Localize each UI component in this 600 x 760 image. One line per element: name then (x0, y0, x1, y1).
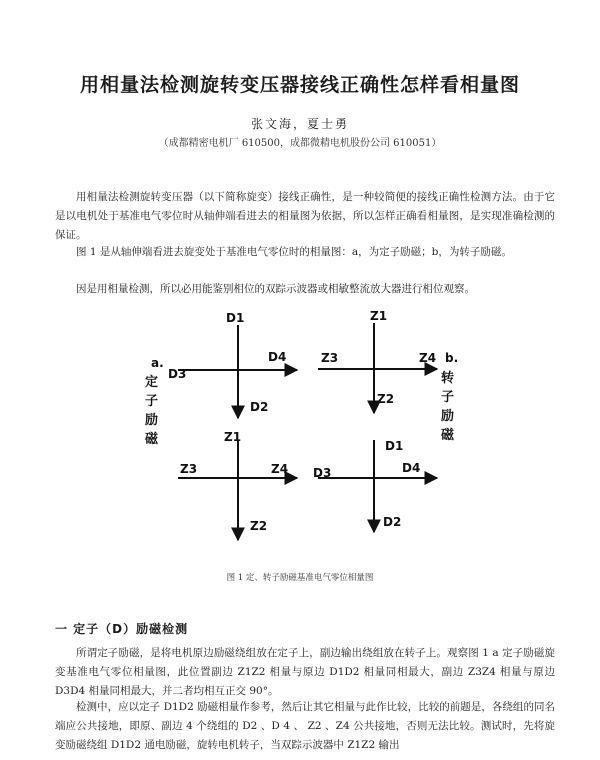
z4-label: Z4 (419, 351, 437, 365)
rotor-output-phasor-diagram (313, 439, 437, 532)
label-b-char: 励 (441, 409, 455, 424)
label-a-char: 磁 (145, 432, 159, 447)
label-b-rotor-excitation (441, 351, 458, 443)
d4-label: D4 (268, 350, 287, 364)
section-paragraph: 检测中，应以定子 D1D2 励磁相量作参考，然后让其它相量与此作比较，比较的前题是，各绕组的同名端应公共接地，即原、副边 4 个绕组的 D2 、D 4 、 Z2 、Z4 公共接地，否则无法比较。测试时，先将旋变励磁绕组 D1D2 通电励磁，旋转电机转子，当双踪示波器中 Z1Z2 输出 (55, 701, 555, 751)
figure-description-paragraph: 图 1 是从轴伸端看进去旋变处于基准电气零位时的相量图：a，为定子励磁；b，为转子励磁。 (76, 246, 512, 258)
d4-output-label: D4 (402, 461, 421, 475)
label-b-letter: b. (445, 351, 459, 365)
label-b-char: 转 (441, 371, 455, 386)
z4-output-label: Z4 (271, 462, 289, 476)
section-heading: 一 定子（D）励磁检测 (55, 622, 189, 636)
stator-output-phasor-diagram (178, 430, 297, 540)
d3-label: D3 (168, 367, 187, 381)
z1-label: Z1 (370, 309, 388, 323)
paper-title: 用相量法检测旋转变压器接线正确性怎样看相量图 (79, 74, 520, 96)
d1-output-label: D1 (385, 439, 404, 453)
z3-output-label: Z3 (180, 462, 198, 476)
rotor-phasor-diagram-b (318, 309, 437, 413)
intro-paragraph: 用相量法检测旋转变压器（以下简称旋变）接线正确性，是一种较简便的接线正确性检测方法。由于它是以电机处于基准电气零位时从轴伸端看进去的相量图为依据，所以怎样正确看相量图，是实现准确检测的保证。 (55, 191, 555, 241)
d2-output-label: D2 (383, 515, 402, 529)
instrument-paragraph: 因是用相量检测，所以必用能鉴别相位的双踪示波器或相敏整流放大器进行相位观察。 (76, 283, 475, 295)
z1-output-label: Z1 (224, 430, 242, 444)
label-a-char: 励 (145, 413, 159, 428)
d2-label: D2 (250, 400, 269, 414)
figure-caption: 图 1 定、转子励磁基准电气零位相量图 (226, 573, 374, 583)
label-b-char: 磁 (441, 428, 455, 443)
z3-label: Z3 (321, 351, 339, 365)
label-a-stator-excitation (145, 356, 164, 447)
d1-label: D1 (226, 311, 245, 325)
label-a-letter: a. (151, 356, 164, 370)
z2-output-label: Z2 (250, 519, 268, 533)
label-a-char: 子 (145, 394, 159, 409)
d3-output-label: D3 (313, 466, 332, 480)
label-b-char: 子 (441, 390, 455, 405)
z2-label: Z2 (377, 392, 395, 406)
stator-phasor-diagram-a (168, 311, 297, 418)
section-paragraph: 所谓定子励磁，是将电机原边励磁绕组放在定子上，副边输出绕组放在转子上。观察图 1 a 定子励磁旋变基准电气零位相量图，此位置副边 Z1Z2 相量与原边 D1D2 相量同相最大，副边 Z3Z4 相量与原边 D3D4 相量同相最大，并二者均相互正交 90°。 (55, 647, 555, 697)
label-a-char: 定 (145, 375, 159, 390)
affiliation: （成都精密电机厂 610500，成都微精电机股份公司 610051） (158, 138, 442, 149)
authors: 张文海，夏士勇 (250, 117, 349, 131)
